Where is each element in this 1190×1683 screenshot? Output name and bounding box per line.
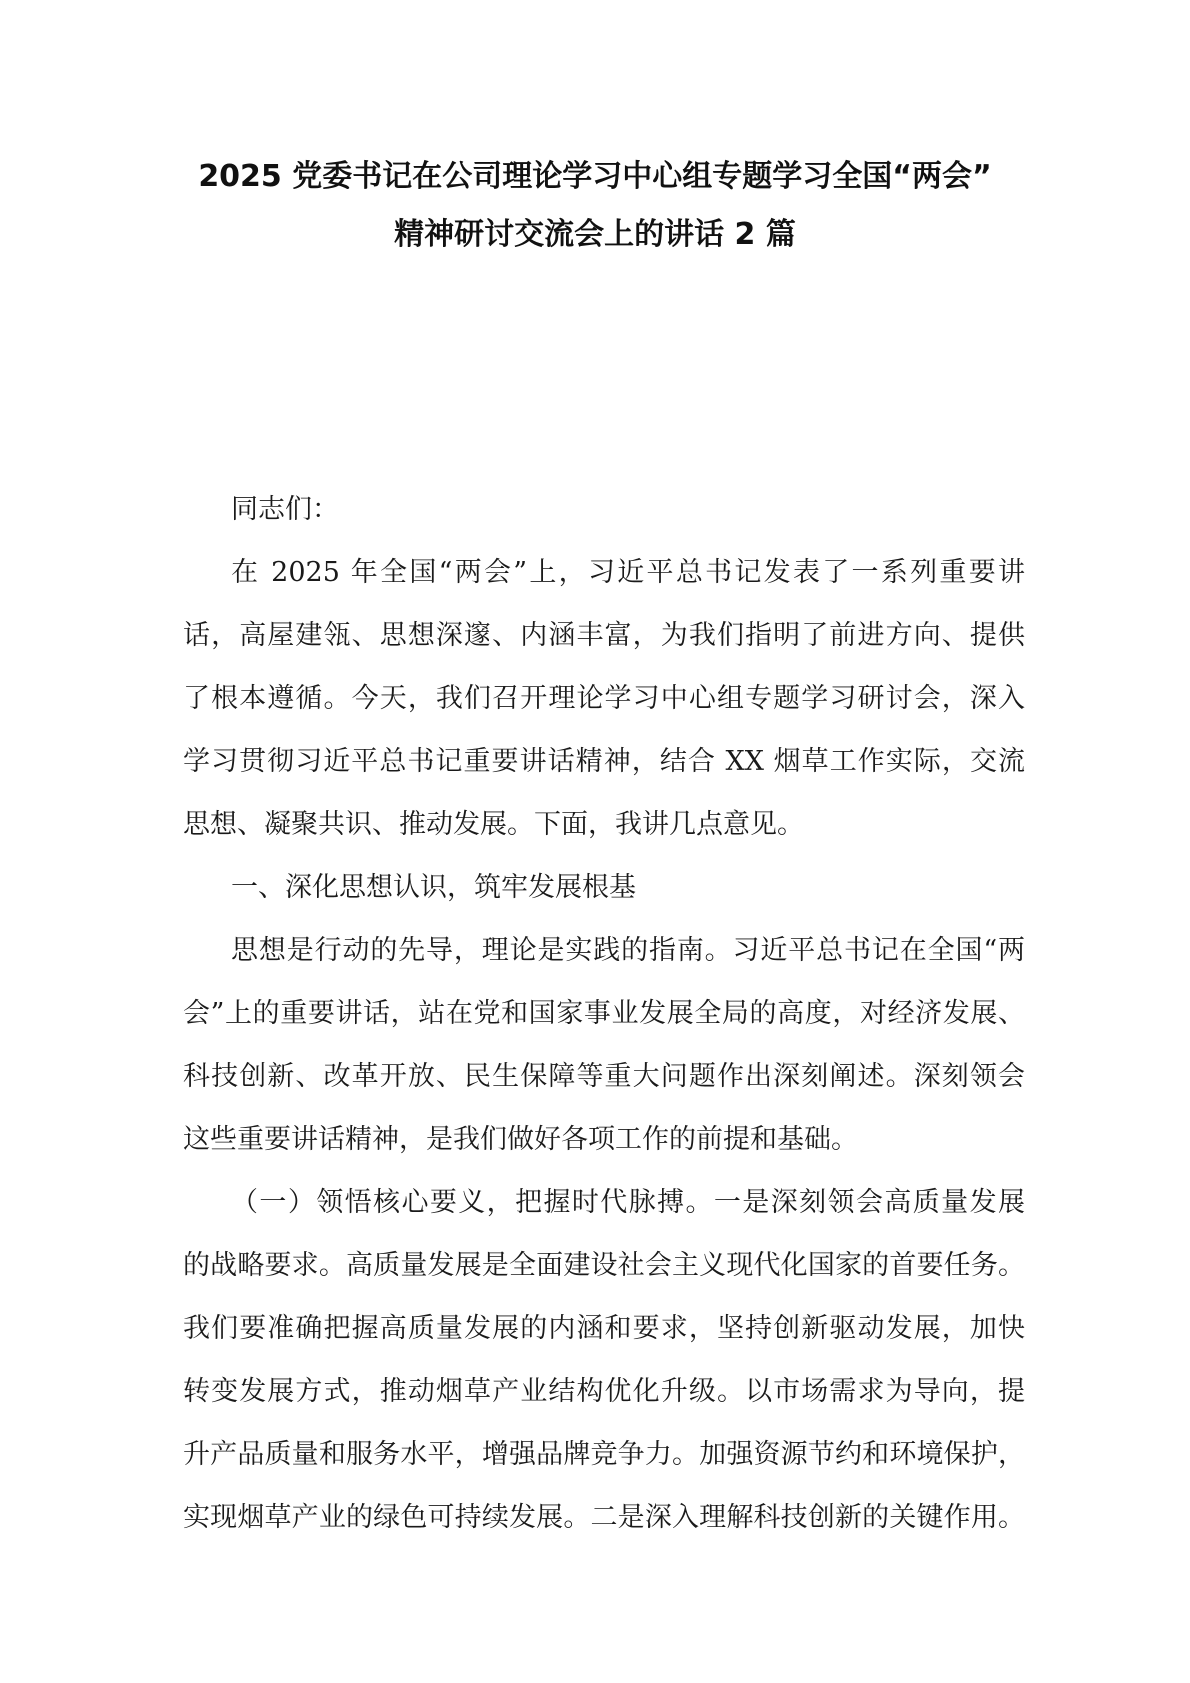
paragraph-line: 了根本遵循。今天，我们召开理论学习中心组专题学习研讨会，深入 — [183, 683, 1025, 714]
paragraph-line: 会”上的重要讲话，站在党和国家事业发展全局的高度，对经济发展、 — [183, 998, 1025, 1029]
document-body — [183, 478, 1025, 1549]
paragraph-line: 升产品质量和服务水平，增强品牌竞争力。加强资源节约和环境保护， — [183, 1439, 1025, 1470]
paragraph-line: 在 2025 年全国“两会”上，习近平总书记发表了一系列重要讲 — [231, 557, 1025, 588]
paragraph-line: 我们要准确把握高质量发展的内涵和要求，坚持创新驱动发展，加快 — [183, 1313, 1025, 1344]
paragraph-line: 转变发展方式，推动烟草产业结构优化升级。以市场需求为导向，提 — [183, 1376, 1025, 1407]
paragraph-line: 思想、凝聚共识、推动发展。下面，我讲几点意见。 — [183, 809, 804, 840]
paragraph-line: 学习贯彻习近平总书记重要讲话精神，结合 XX 烟草工作实际，交流 — [183, 746, 1025, 777]
paragraph-line: 科技创新、改革开放、民生保障等重大问题作出深刻阐述。深刻领会 — [183, 1061, 1025, 1092]
salutation: 同志们： — [231, 494, 339, 525]
title-line-2: 精神研讨交流会上的讲话 2 篇 — [394, 217, 796, 252]
subsection-line: （一）领悟核心要义，把握时代脉搏。一是深刻领会高质量发展 — [231, 1187, 1025, 1218]
paragraph-line: 话，高屋建瓴、思想深邃、内涵丰富，为我们指明了前进方向、提供 — [183, 620, 1025, 651]
paragraph-line: 的战略要求。高质量发展是全面建设社会主义现代化国家的首要任务。 — [183, 1250, 1025, 1281]
section-heading: 一、深化思想认识，筑牢发展根基 — [231, 872, 636, 903]
paragraph-line: 思想是行动的先导，理论是实践的指南。习近平总书记在全国“两 — [231, 935, 1025, 966]
paragraph-line: 实现烟草产业的绿色可持续发展。二是深入理解科技创新的关键作用。 — [183, 1502, 1025, 1533]
title-line-1: 2025 党委书记在公司理论学习中心组专题学习全国“两会” — [198, 159, 992, 194]
document-title — [150, 148, 1040, 264]
paragraph-line: 这些重要讲话精神，是我们做好各项工作的前提和基础。 — [183, 1124, 858, 1155]
